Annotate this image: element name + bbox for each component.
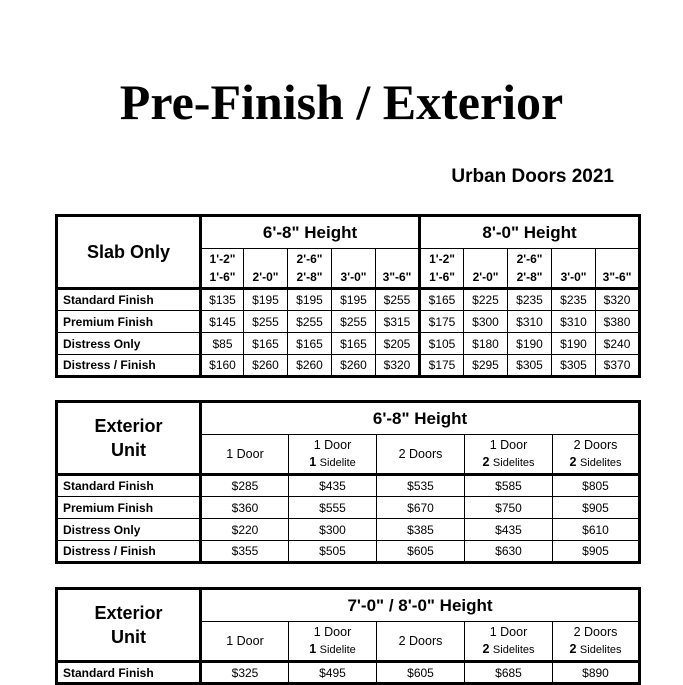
table-row xyxy=(57,475,640,497)
unit-corner-line-2: Unit xyxy=(111,627,146,647)
unit-column-header xyxy=(201,622,289,662)
price-cell: $85 xyxy=(201,333,244,355)
unit-corner-line-2: Unit xyxy=(111,440,146,460)
price-cell: $285 xyxy=(201,475,289,497)
column-header-line-1: 1 Door xyxy=(489,437,528,452)
unit-corner-line-1: Exterior xyxy=(94,603,163,623)
sidelite-count: 1 xyxy=(309,454,317,469)
size-line-1 xyxy=(376,250,418,268)
size-line-2: 3'-0" xyxy=(340,270,367,284)
unit-column-header xyxy=(465,622,553,662)
price-cell: $300 xyxy=(464,311,508,333)
size-line-2: 2'-0" xyxy=(252,270,279,284)
price-cell: $305 xyxy=(552,355,596,377)
price-cell: $535 xyxy=(377,475,465,497)
exterior-unit-7-8-price-table xyxy=(55,587,641,685)
column-header-line-2 xyxy=(465,641,552,659)
column-header-line-2 xyxy=(553,454,638,472)
slab-size-header xyxy=(464,249,508,289)
size-line-2: 3'-0" xyxy=(560,270,587,284)
sidelite-label: Sidelite xyxy=(319,456,356,469)
sidelite-label: Sidelites xyxy=(492,643,535,656)
table-row xyxy=(57,333,640,355)
page-title: Pre-Finish / Exterior xyxy=(119,74,564,130)
slab-size-header xyxy=(244,249,288,289)
sidelite-label: Sidelites xyxy=(492,456,535,469)
price-cell: $905 xyxy=(553,497,640,519)
table-row xyxy=(57,497,640,519)
unit-column-header xyxy=(377,622,465,662)
price-cell: $190 xyxy=(552,333,596,355)
exterior-unit-6-8-price-table xyxy=(55,400,641,564)
size-line-1: 1'-2" xyxy=(209,252,236,266)
price-cell: $165 xyxy=(332,333,376,355)
price-cell: $260 xyxy=(332,355,376,377)
sidelite-label: Sidelite xyxy=(319,643,356,656)
slab-size-header xyxy=(288,249,332,289)
price-cell: $380 xyxy=(596,311,640,333)
price-cell: $175 xyxy=(420,355,464,377)
size-line-2: 2'-8" xyxy=(296,270,323,284)
sidelite-label: Sidelites xyxy=(579,643,622,656)
row-label: Standard Finish xyxy=(57,662,201,684)
price-cell: $255 xyxy=(376,289,420,311)
unit-column-header xyxy=(377,435,465,475)
table-row xyxy=(57,519,640,541)
price-cell: $240 xyxy=(596,333,640,355)
size-line-1 xyxy=(244,250,287,268)
table-row xyxy=(57,355,640,377)
unit-column-header xyxy=(553,435,640,475)
price-cell: $585 xyxy=(465,475,553,497)
price-cell: $630 xyxy=(465,541,553,563)
size-line-1 xyxy=(464,250,507,268)
price-cell: $195 xyxy=(244,289,288,311)
slab-only-price-table xyxy=(55,214,641,378)
price-cell: $905 xyxy=(553,541,640,563)
price-cell: $610 xyxy=(553,519,640,541)
price-cell: $355 xyxy=(201,541,289,563)
price-cell: $310 xyxy=(508,311,552,333)
row-label: Distress / Finish xyxy=(57,355,201,377)
price-cell: $260 xyxy=(244,355,288,377)
price-cell: $370 xyxy=(596,355,640,377)
unit-column-header xyxy=(289,622,377,662)
unit-group-header: 7'-0" / 8'-0" Height xyxy=(201,589,640,622)
size-line-1 xyxy=(332,250,375,268)
price-cell: $605 xyxy=(377,662,465,684)
price-cell: $605 xyxy=(377,541,465,563)
price-cell: $685 xyxy=(465,662,553,684)
slab-size-header xyxy=(552,249,596,289)
slab-size-header xyxy=(420,249,464,289)
slab-corner-label: Slab Only xyxy=(57,216,201,289)
price-cell: $495 xyxy=(289,662,377,684)
price-cell: $220 xyxy=(201,519,289,541)
price-cell: $235 xyxy=(508,289,552,311)
unit-corner-line-1: Exterior xyxy=(94,416,163,436)
price-cell: $295 xyxy=(464,355,508,377)
column-header-line-1: 1 Door xyxy=(226,633,264,648)
unit-corner-label xyxy=(57,589,201,662)
row-label: Standard Finish xyxy=(57,475,201,497)
price-cell: $175 xyxy=(420,311,464,333)
size-line-2: 2'-0" xyxy=(472,270,499,284)
column-header-line-2 xyxy=(289,641,376,659)
slab-size-header xyxy=(332,249,376,289)
column-header-line-1: 2 Doors xyxy=(398,633,443,648)
size-line-1: 2'-6" xyxy=(296,252,323,266)
slab-size-header xyxy=(201,249,244,289)
price-cell: $435 xyxy=(289,475,377,497)
unit-column-header xyxy=(553,622,640,662)
unit-column-header xyxy=(465,435,553,475)
slab-size-header xyxy=(508,249,552,289)
sidelite-label: Sidelites xyxy=(579,456,622,469)
unit-corner-label xyxy=(57,402,201,475)
unit-column-header xyxy=(289,435,377,475)
slab-group-header: 6'-8" Height xyxy=(201,216,420,249)
column-header-line-2 xyxy=(465,454,552,472)
price-cell: $750 xyxy=(465,497,553,519)
price-cell: $190 xyxy=(508,333,552,355)
price-cell: $255 xyxy=(244,311,288,333)
price-cell: $160 xyxy=(201,355,244,377)
price-cell: $225 xyxy=(464,289,508,311)
row-label: Distress Only xyxy=(57,333,201,355)
sidelite-count: 2 xyxy=(569,454,577,469)
column-header-line-2 xyxy=(289,454,376,472)
price-cell: $360 xyxy=(201,497,289,519)
slab-size-header xyxy=(376,249,420,289)
price-cell: $385 xyxy=(377,519,465,541)
price-cell: $320 xyxy=(596,289,640,311)
price-cell: $305 xyxy=(508,355,552,377)
column-header-line-1: 1 Door xyxy=(313,437,352,452)
page-subtitle: Urban Doors 2021 xyxy=(451,166,614,187)
sidelite-count: 2 xyxy=(482,641,490,656)
column-header-line-1: 1 Door xyxy=(313,624,352,639)
price-cell: $205 xyxy=(376,333,420,355)
column-header-line-1: 1 Door xyxy=(226,446,264,461)
row-label: Distress / Finish xyxy=(57,541,201,563)
unit-group-header: 6'-8" Height xyxy=(201,402,640,435)
size-line-1: 2'-6" xyxy=(516,252,543,266)
size-line-2: 1'-6" xyxy=(429,270,455,284)
price-cell: $320 xyxy=(376,355,420,377)
price-cell: $555 xyxy=(289,497,377,519)
price-cell: $235 xyxy=(552,289,596,311)
price-cell: $260 xyxy=(288,355,332,377)
price-cell: $255 xyxy=(288,311,332,333)
price-cell: $165 xyxy=(420,289,464,311)
price-cell: $300 xyxy=(289,519,377,541)
price-cell: $310 xyxy=(552,311,596,333)
size-line-1 xyxy=(552,250,595,268)
row-label: Standard Finish xyxy=(57,289,201,311)
sidelite-count: 2 xyxy=(569,641,577,656)
column-header-line-2 xyxy=(553,641,638,659)
price-cell: $195 xyxy=(332,289,376,311)
price-cell: $195 xyxy=(288,289,332,311)
size-line-2: 3"-6" xyxy=(602,270,632,284)
price-cell: $145 xyxy=(201,311,244,333)
price-cell: $505 xyxy=(289,541,377,563)
price-cell: $165 xyxy=(244,333,288,355)
column-header-line-1: 2 Doors xyxy=(573,437,618,452)
table-row xyxy=(57,311,640,333)
price-cell: $435 xyxy=(465,519,553,541)
unit-column-header xyxy=(201,435,289,475)
price-cell: $325 xyxy=(201,662,289,684)
row-label: Premium Finish xyxy=(57,311,201,333)
price-cell: $315 xyxy=(376,311,420,333)
price-cell: $180 xyxy=(464,333,508,355)
size-line-1 xyxy=(596,250,638,268)
size-line-2: 2'-8" xyxy=(516,270,543,284)
price-cell: $135 xyxy=(201,289,244,311)
column-header-line-1: 1 Door xyxy=(489,624,528,639)
table-row xyxy=(57,541,640,563)
sidelite-count: 2 xyxy=(482,454,490,469)
slab-size-header xyxy=(596,249,640,289)
size-line-2: 3"-6" xyxy=(382,270,412,284)
price-cell: $105 xyxy=(420,333,464,355)
sidelite-count: 1 xyxy=(309,641,317,656)
price-cell: $890 xyxy=(553,662,640,684)
price-cell: $805 xyxy=(553,475,640,497)
column-header-line-1: 2 Doors xyxy=(398,446,443,461)
slab-group-header: 8'-0" Height xyxy=(420,216,640,249)
row-label: Premium Finish xyxy=(57,497,201,519)
size-line-2: 1'-6" xyxy=(209,270,236,284)
table-row xyxy=(57,289,640,311)
row-label: Distress Only xyxy=(57,519,201,541)
size-line-1: 1'-2" xyxy=(429,252,455,266)
table-row xyxy=(57,662,640,684)
price-cell: $165 xyxy=(288,333,332,355)
column-header-line-1: 2 Doors xyxy=(573,624,618,639)
price-cell: $670 xyxy=(377,497,465,519)
price-cell: $255 xyxy=(332,311,376,333)
